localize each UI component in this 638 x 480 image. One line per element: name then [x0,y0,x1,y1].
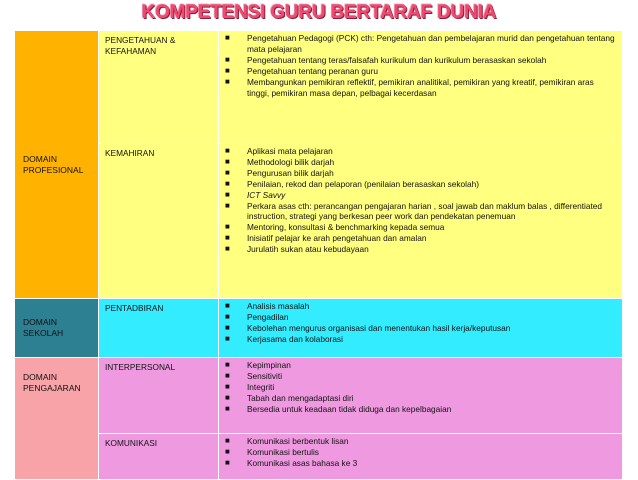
domain-profesional [15,31,99,299]
list-item: ■ Kepimpinan [225,360,291,370]
category-kemahiran [99,144,219,299]
category-label: KEMAHIRAN [105,148,155,158]
domain-label: DOMAIN [23,372,57,382]
category-items [219,31,623,144]
list-item: ■ Penilaian, rekod dan pelaporan (penilaian berasaskan sekolah) [225,178,480,189]
category-label: PENTADBIRAN [105,303,164,313]
category-pentadbiran [99,299,219,358]
category-komunikasi [99,434,219,480]
domain-label: DOMAIN [23,153,57,164]
category-items [219,144,623,299]
list-item: ■ Kerjasama dan kolaborasi [225,333,343,344]
bullet-list [219,299,622,345]
domain-label: SEKOLAH [23,328,64,338]
category-items [219,434,623,480]
list-item: ■ Kebolehan mengurus organisasi dan menentukan hasil kerja/keputusan [225,322,511,333]
list-item: ■ Komunikasi bertulis [225,446,319,457]
category-label: PENGETAHUAN & [105,35,176,45]
domain-pengajaran [15,358,99,480]
page-title: KOMPETENSI GURU BERTARAF DUNIA [141,2,497,23]
category-items [219,358,623,434]
list-item: ■ Pengetahuan tentang teras/falsafah kurikulum dan kurikulum berasaskan sekolah [225,54,547,65]
category-pengetahuan [99,31,219,144]
list-item: ■ Pengadilan [225,311,289,322]
domain-label: PENGAJARAN [23,383,81,393]
bullet-list [219,144,622,255]
list-item: ■ Mentoring, konsultasi & benchmarking kepada semua [225,222,445,233]
list-item: ■ Perkara asas cth: perancangan pengajaran harian , soal jawab dan maklum balas , differentiated instruction, strategi yang berkesan peer work dan pendekatan penemuan [225,200,602,222]
bullet-list [219,358,622,415]
competency-table [14,30,623,480]
list-item: ■ Komunikasi asas bahasa ke 3 [225,457,358,468]
list-item: ■ Inisiatif pelajar ke arah pengetahuan dan amalan [225,233,427,244]
list-item: ■ Pengurusan bilik darjah [225,167,334,178]
category-items [219,299,623,358]
list-item: ■ Sensitiviti [225,370,283,381]
domain-label: DOMAIN [23,317,57,327]
bullet-list [219,434,622,469]
list-item: ■ Integriti [225,381,275,392]
list-item: ■ Tabah dan mengadaptasi diri [225,392,354,403]
list-item: ■ ICT Savvy [225,189,286,200]
list-item: ■ Pengetahuan Pedagogi (PCK) cth: Pengetahuan dan pembelajaran murid dan pengetahuan tentang mata pelajaran [225,33,615,54]
list-item: ■ Methodologi bilik darjah [225,156,335,167]
category-label: KEFAHAMAN [105,45,157,56]
bullet-list [219,31,622,98]
list-item: ■ Pengetahuan tentang peranan guru [225,65,379,76]
list-item: ■ Komunikasi berbentuk lisan [225,436,349,446]
list-item: ■ Membangunkan pemikiran reflektif, pemikiran analitikal, pemikiran yang kreatif, pemikiran aras tinggi, pemikiran masa depan, pelbagai kecerdasan [225,76,594,98]
category-label: KOMUNIKASI [105,438,158,448]
list-item: ■ Aplikasi mata pelajaran [225,146,333,156]
domain-label: PROFESIONAL [23,164,84,175]
list-item: ■ Analisis masalah [225,301,310,311]
list-item: ■ Bersedia untuk keadaan tidak diduga dan kepelbagaian [225,403,452,414]
domain-sekolah [15,299,99,358]
category-label: INTERPERSONAL [105,362,176,372]
list-item: ■ Jurulatih sukan atau kebudayaan [225,244,369,255]
category-interpersonal [99,358,219,434]
